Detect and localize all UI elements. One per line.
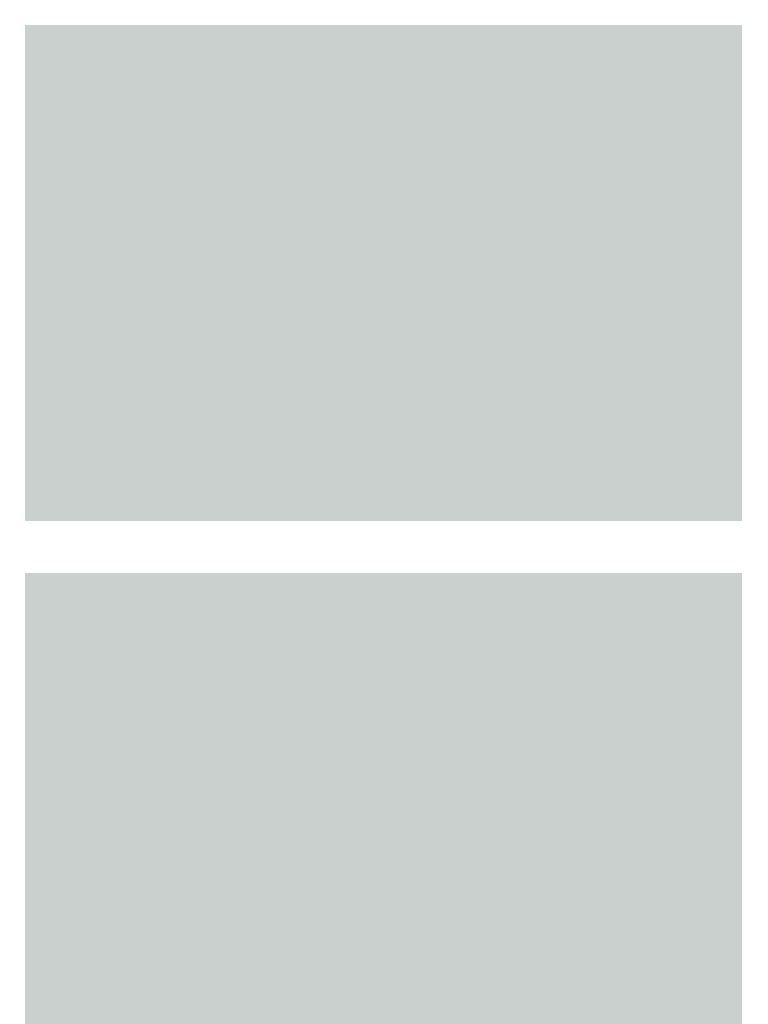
catalog-sheet (25, 25, 742, 521)
info-sheet (25, 573, 742, 1024)
